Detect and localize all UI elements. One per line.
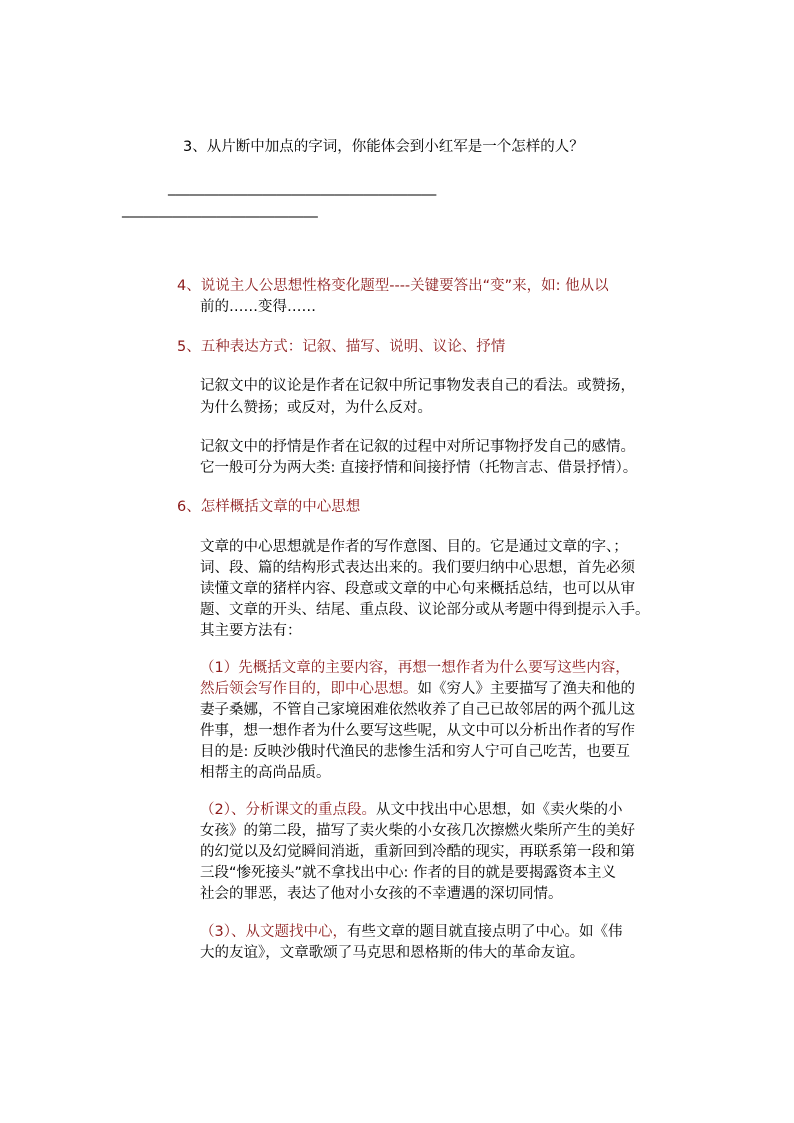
method1-line-2-rest: 如《穷人》主要描写了渔夫和他的	[417, 681, 635, 697]
method1-line: 目的是: 反映沙俄时代渔民的悲惨生活和穷人宁可自己吃苦，也要互	[200, 744, 630, 760]
q4-heading-line-1: 4、说说主人公思想性格变化题型----关键要答出“变”来，如: 他从以	[177, 278, 609, 294]
answer-blank-line-1: _____________________________________	[168, 180, 437, 196]
method1-line-2	[200, 679, 635, 699]
q5-para2-line-1: 记叙文中的抒情是作者在记叙的过程中对所记事物抒发自己的感情。	[200, 439, 635, 455]
method1-line: 相帮主的高尚品质。	[200, 765, 331, 781]
method3-red-part: （3）、从文题找中心，	[200, 924, 347, 940]
method2-line-1-rest: 从文中找出中心思想，如《卖火柴的小	[375, 802, 623, 818]
q6-intro-line: 词、段、篇的结构形式表达出来的。我们要归纳中心思想，首先必须	[200, 560, 635, 576]
q4-heading-line-2: 前的……变得……	[200, 299, 316, 315]
method2-red-part: （2）、分析课文的重点段。	[200, 802, 376, 818]
method2-line: 三段“惨死接头”就不拿找出中心: 作者的目的就是要揭露资本主义	[200, 865, 617, 881]
method2-line: 的幻觉以及幻觉瞬间消逝，重新回到冷酷的现实，再联系第一段和第	[200, 844, 635, 860]
method2-line-1	[200, 800, 622, 820]
q3-question: 3、从片断中加点的字词，你能体会到小红军是一个怎样的人？	[183, 139, 584, 155]
q6-intro-line: 题、文章的开头、结尾、重点段、议论部分或从考题中得到提示入手。	[200, 602, 650, 618]
method2-line: 社会的罪恶，表达了他对小女孩的不幸遭遇的深切同情。	[200, 886, 563, 902]
q6-intro-line: 读懂文章的猪样内容、段意或文章的中心句来概括总结，也可以从审	[200, 581, 635, 597]
q5-para1-line-1: 记叙文中的议论是作者在记叙中所记事物发表自己的看法。或赞扬，	[200, 378, 635, 394]
method1-red-line-1: （1）先概括文章的主要内容，再想一想作者为什么要写这些内容，	[200, 660, 630, 676]
answer-blank-line-2: ___________________________	[122, 202, 318, 218]
q6-heading: 6、怎样概括文章的中心思想	[177, 499, 361, 515]
method3-line-2: 大的友谊》，文章歌颂了马克思和恩格斯的伟大的革命友谊。	[200, 945, 585, 961]
method1-red-line-2: 然后领会写作目的，即中心思想。	[200, 681, 418, 697]
q6-intro-line: 其主要方法有：	[200, 623, 302, 639]
q5-heading: 5、五种表达方式：记叙、描写、说明、议论、抒情	[177, 339, 506, 355]
method2-line: 女孩》的第二段，描写了卖火柴的小女孩几次擦燃火柴所产生的美好	[200, 823, 635, 839]
q6-intro-line: 文章的中心思想就是作者的写作意图、目的。它是通过文章的字、；	[200, 539, 628, 555]
q5-para2-line-2: 它一般可分为两大类: 直接抒情和间接抒情（托物言志、借景抒情）。	[200, 460, 638, 476]
method3-line-1-rest: 有些文章的题目就直接点明了中心。如《伟	[346, 924, 623, 940]
method1-line: 件事，想一想作者为什么要写这些呢，从文中可以分析出作者的写作	[200, 723, 635, 739]
method1-line: 妻子桑娜，不管自己家境困难依然收养了自己已故邻居的两个孤儿这	[200, 702, 635, 718]
method3-line-1	[200, 922, 622, 942]
q5-para1-line-2: 为什么赞扬；或反对，为什么反对。	[200, 400, 432, 416]
